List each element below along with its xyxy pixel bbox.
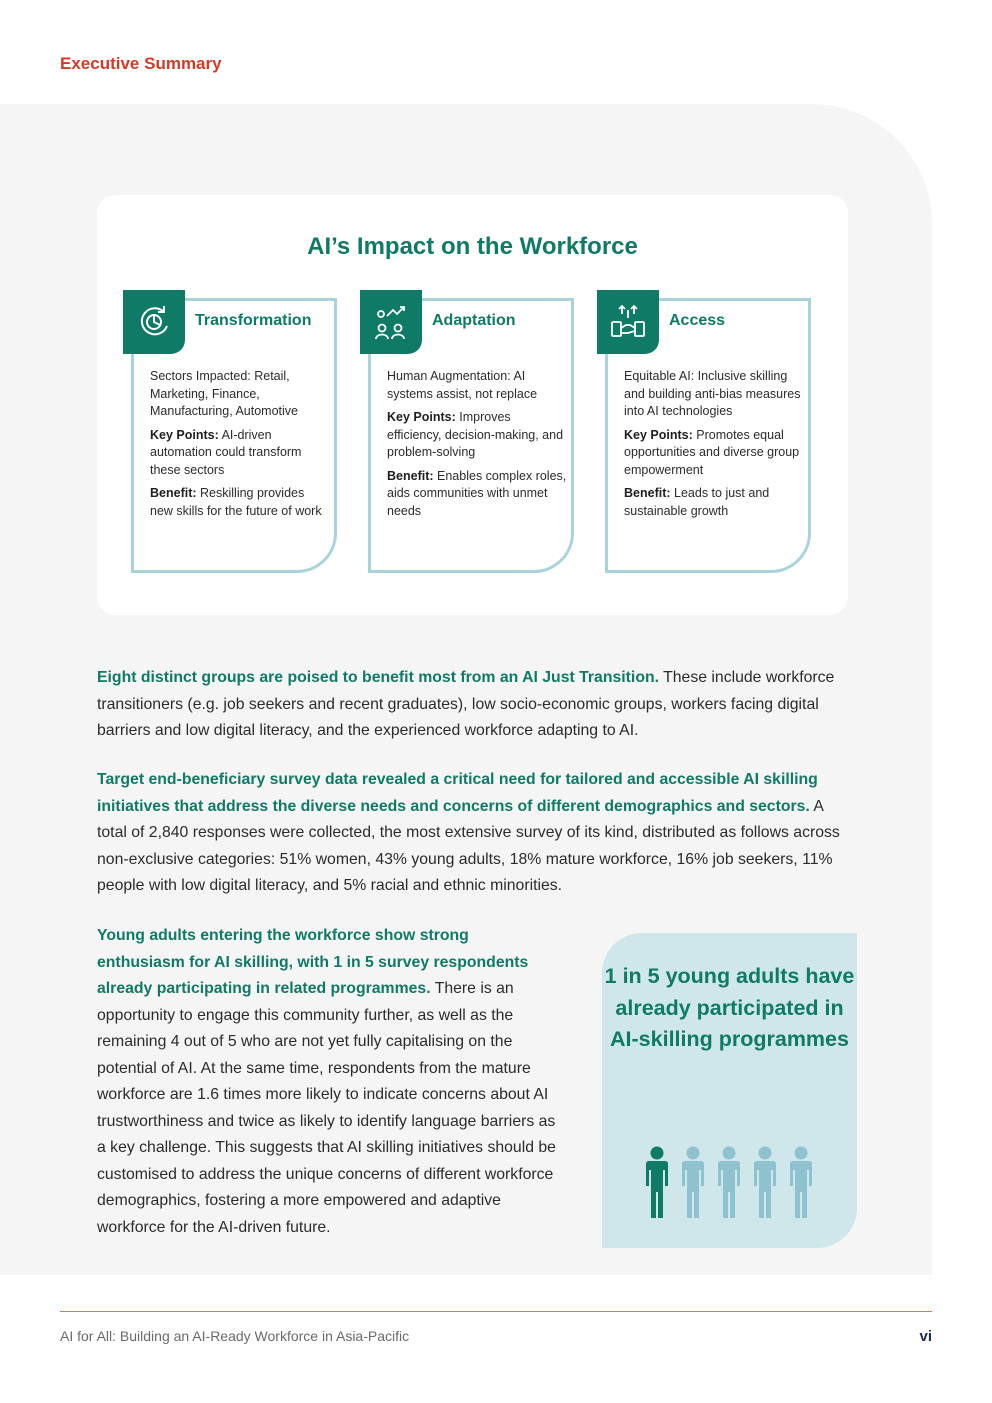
- badge: [597, 290, 659, 354]
- column-key-points: [624, 427, 804, 480]
- key-points-label: Key Points:: [150, 427, 219, 442]
- benefit-text: Leads to just and sustainable growth: [624, 486, 770, 518]
- benefit-label: Benefit:: [150, 486, 197, 500]
- section-label: Executive Summary: [60, 54, 222, 73]
- adaptation-icon: [371, 302, 411, 342]
- person-icon-highlighted: [646, 1147, 668, 1219]
- person-icon: [718, 1147, 740, 1219]
- person-icon: [682, 1147, 704, 1219]
- access-icon: [608, 302, 648, 342]
- badge: [123, 290, 185, 354]
- column-benefit: [150, 485, 330, 520]
- stat-callout: [602, 933, 857, 1248]
- footer-title: AI for All: Building an AI-Ready Workforce in Asia-Pacific: [60, 1328, 410, 1344]
- person-icon: [754, 1147, 776, 1219]
- column-key-points: [387, 409, 567, 462]
- column-title: Access: [669, 312, 726, 329]
- impact-column-adaptation: [360, 290, 580, 575]
- column-benefit: [624, 485, 804, 520]
- impact-column-transformation: [123, 290, 343, 575]
- transformation-icon: [134, 302, 174, 342]
- benefit-label: Benefit:: [624, 486, 671, 500]
- impact-column-access: [597, 290, 817, 575]
- column-intro: Human Augmentation: AI systems assist, not replace: [387, 369, 538, 401]
- paragraph-groups: [97, 665, 851, 745]
- paragraph-young-adults: [97, 923, 559, 1241]
- paragraph-text: These include workforce transitioners (e.g. job seekers and recent graduates), low socio-economic groups, workers facing digital barriers and low digital literacy, and the experienced workforce adapting to AI.: [97, 669, 835, 739]
- key-points-label: Key Points:: [387, 410, 456, 424]
- paragraph-text: A total of 2,840 responses were collected, the most extensive survey of its kind, distributed as follows across non-exclusive categories: 51% women, 43% young adults, 18% mature workforce, 16% job seekers, 11% people with low digital literacy, and 5% racial and ethnic minorities.: [97, 797, 840, 894]
- column-intro: Equitable AI: Inclusive skilling and building anti-bias measures into AI technologies: [624, 369, 801, 418]
- paragraph-lead: Young adults entering the workforce show strong enthusiasm for AI skilling, with 1 in 5 survey respondents already participating in related programmes.: [97, 927, 529, 997]
- paragraph-survey: [97, 767, 851, 900]
- column-body: [150, 368, 330, 526]
- page-number: vi: [919, 1328, 932, 1345]
- benefit-text: Enables complex roles, aids communities with unmet needs: [387, 468, 567, 518]
- column-title: Transformation: [195, 312, 312, 329]
- column-body: [624, 368, 804, 526]
- benefit-text: Reskilling provides new skills for the future of work: [150, 486, 322, 518]
- column-body: [387, 368, 567, 526]
- paragraph-text: There is an opportunity to engage this community further, as well as the remaining 4 out of 5 who are not yet fully capitalising on the potential of AI. At the same time, respondents from the mature workforce are 1.6 times more likely to indicate concerns about AI trustworthiness and twice as likely to identify language barriers as a key challenge. This suggests that AI skilling initiatives should be customised to address the unique concerns of different workforce demographics, fostering a more empowered and adaptive workforce for the AI-driven future.: [97, 980, 556, 1236]
- column-key-points: [150, 427, 330, 480]
- key-points-text: Promotes equal opportunities and diverse group empowerment: [624, 427, 800, 477]
- column-benefit: [387, 468, 567, 521]
- benefit-label: Benefit:: [387, 468, 434, 483]
- impact-title: AI’s Impact on the Workforce: [307, 233, 638, 260]
- paragraph-lead: Eight distinct groups are poised to benefit most from an AI Just Transition.: [97, 669, 660, 686]
- stat-text: 1 in 5 young adults have already participated in AI-skilling programmes: [604, 964, 855, 1051]
- paragraph-lead: Target end-beneficiary survey data revealed a critical need for tailored and accessible AI skilling initiatives that address the diverse needs and concerns of different demographics and sectors.: [97, 771, 818, 815]
- badge: [360, 290, 422, 354]
- footer-divider: [60, 1311, 932, 1312]
- column-intro: Sectors Impacted: Retail, Marketing, Finance, Manufacturing, Automotive: [150, 369, 298, 418]
- impact-card: [97, 195, 848, 615]
- key-points-label: Key Points:: [624, 427, 693, 442]
- key-points-text: AI-driven automation could transform these sectors: [150, 427, 302, 477]
- column-title: Adaptation: [432, 312, 516, 329]
- people-pictogram: [642, 1146, 822, 1221]
- key-points-text: Improves efficiency, decision-making, and problem-solving: [387, 410, 564, 459]
- person-icon: [790, 1147, 812, 1219]
